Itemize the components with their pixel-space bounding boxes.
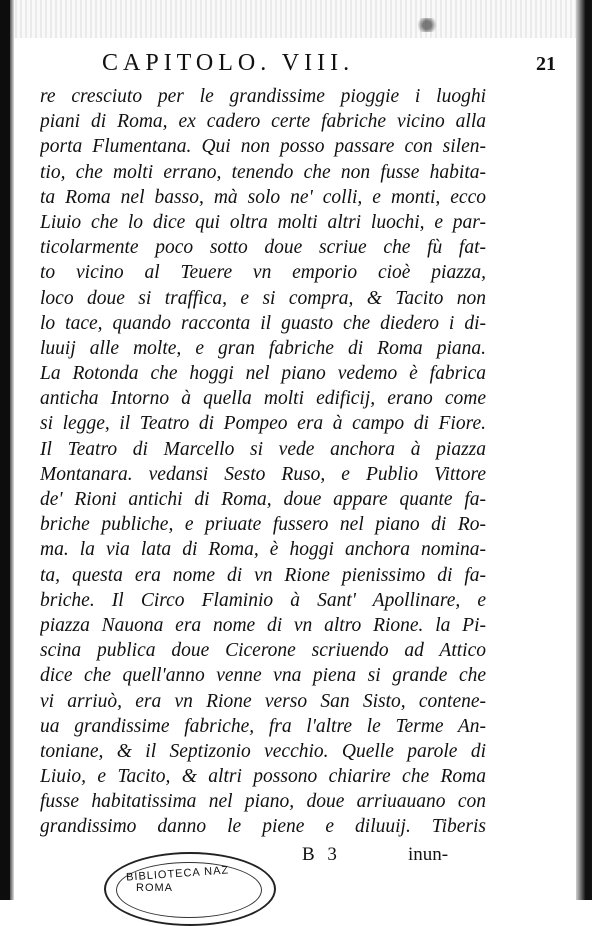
text-line: La Rotonda che hoggi nel piano vedemo è fabrica [40, 363, 486, 385]
text-line: Liuio, e Tacito, & altri possono chiarire che Roma [40, 766, 486, 788]
text-line: ua grandissime fabriche, fra l'altre le Terme An- [40, 715, 486, 737]
scan-left-border-edge [10, 0, 14, 900]
chapter-title: CAPITOLO. VIII. [102, 50, 355, 76]
scan-left-border [0, 0, 10, 900]
text-line: piazza Nauona era nome di vn altro Rione. la Pi- [40, 614, 486, 636]
text-line: anticha Intorno à quella molti edificij, erano come [40, 388, 486, 410]
stamp-text-line1: BIBLIOTECA NAZ [125, 864, 230, 884]
signature-mark: B 3 [302, 843, 341, 865]
text-line: fusse habitatissima nel piano, doue arriuauano con [40, 791, 486, 813]
text-line: toniane, & il Septizonio vecchio. Quelle parole di [40, 740, 486, 762]
library-stamp [104, 852, 276, 926]
text-line: piani di Roma, ex cadero certe fabriche vicino alla [40, 111, 486, 133]
text-line: ma. la via lata di Roma, è hoggi anchora nomina- [40, 539, 486, 561]
text-line: ta, questa era nome di vn Rione pienissimo di fa- [40, 564, 486, 586]
text-line: briche publiche, e priuate fussero nel piano di Ro- [40, 514, 486, 536]
text-line: Montanara. vedansi Sesto Ruso, e Publio Vittore [40, 463, 486, 485]
text-line: Liuio che lo dice qui oltra molti altri luochi, e par- [40, 211, 486, 233]
text-line: briche. Il Circo Flaminio à Sant' Apollinare, e [40, 589, 486, 611]
text-line: si legge, il Teatro di Pompeo era à campo di Fiore. [40, 413, 486, 435]
text-line: luuij alle molte, e gran fabriche di Roma piana. [40, 337, 486, 359]
catchword: inun- [408, 843, 449, 865]
text-line: vi arriuò, era vn Rione verso San Sisto, contene- [40, 690, 486, 712]
text-line: ticolarmente poco sotto doue scriue che fù fat- [40, 237, 486, 259]
text-line: Il Teatro di Marcello si vede anchora à piazza [40, 438, 486, 460]
text-line: to vicino al Teuere vn emporio cioè piazza, [40, 262, 486, 284]
stamp-text-line2: ROMA [136, 882, 173, 894]
text-line: ta Roma nel basso, mà solo ne' colli, e monti, ecco [40, 186, 486, 208]
text-line: porta Flumentana. Qui non posso passare con silen- [40, 136, 486, 158]
text-line: loco doue si traffica, e si compra, & Tacito non [40, 287, 486, 309]
body-text [40, 84, 560, 840]
text-line: scina publica doue Cicerone scriuendo ad Attico [40, 640, 486, 662]
text-line: de' Rioni antichi di Roma, doue appare quante fa- [40, 489, 486, 510]
text-line: tio, che molti errano, tenendo che non fusse habita- [40, 161, 486, 183]
text-line: re cresciuto per le grandissime pioggie i luoghi [40, 86, 486, 107]
page-number: 21 [536, 53, 556, 75]
scan-right-border [576, 0, 592, 900]
ink-smudge [415, 18, 439, 32]
text-line: lo tace, quando racconta il guasto che diedero i di- [40, 312, 486, 334]
text-line: grandissimo danno le piene e diluuij. Tiberis [40, 816, 486, 838]
scan-top-band [0, 0, 592, 38]
book-page [40, 50, 560, 874]
text-line: dice che quell'anno venne vna piena si grande che [40, 665, 486, 687]
